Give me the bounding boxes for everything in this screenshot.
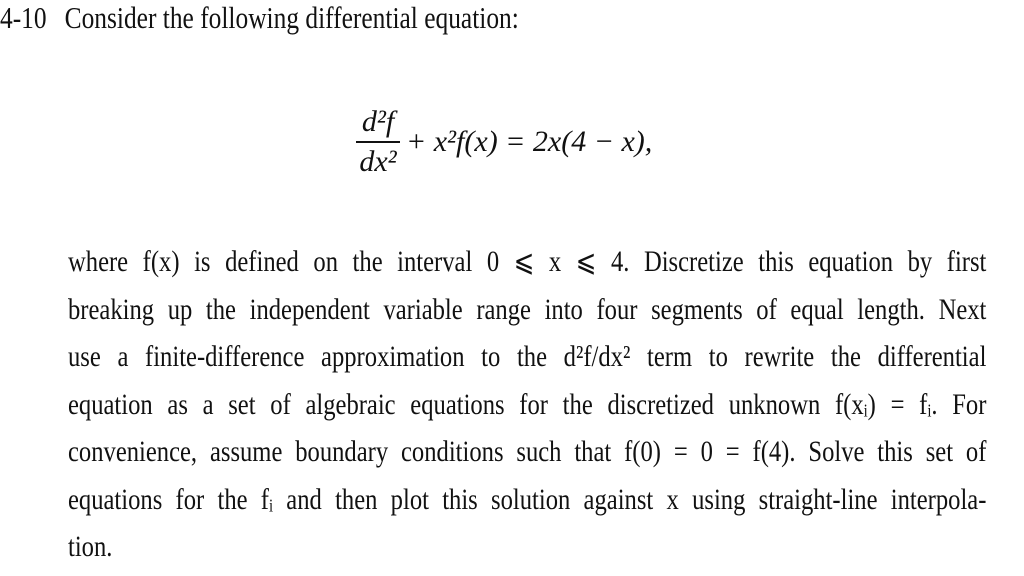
second-derivative-fraction <box>356 105 400 179</box>
paragraph-line: equation as a set of algebraic equations for the discretized unknown f(xᵢ) = fᵢ. For <box>68 387 987 421</box>
problem-header <box>0 0 519 38</box>
problem-number: 4-10 <box>0 0 47 35</box>
fraction-bar <box>356 141 400 143</box>
fraction-denominator: dx² <box>359 145 397 178</box>
paragraph-line: breaking up the independent variable range into four segments of equal length. Next <box>68 292 987 326</box>
paragraph-line: equations for the fᵢ and then plot this solution against x using straight-line interpola- <box>68 482 987 516</box>
fraction-numerator: d²f <box>361 105 395 138</box>
equation-rhs: + x²f(x) = 2x(4 − x), <box>406 125 653 158</box>
paragraph-line: where f(x) is defined on the interval 0 ⩽ x ⩽ 4. Discretize this equation by first <box>68 245 987 278</box>
paragraph-line: convenience, assume boundary conditions such that f(0) = 0 = f(4). Solve this set of <box>68 435 987 468</box>
paragraph-line: tion. <box>68 530 113 563</box>
problem-intro: Consider the following differential equation: <box>64 0 519 35</box>
differential-equation <box>356 92 652 192</box>
problem-paragraph <box>68 238 986 571</box>
paragraph-line: use a finite-difference approximation to the d²f/dx² term to rewrite the differential <box>68 340 987 373</box>
